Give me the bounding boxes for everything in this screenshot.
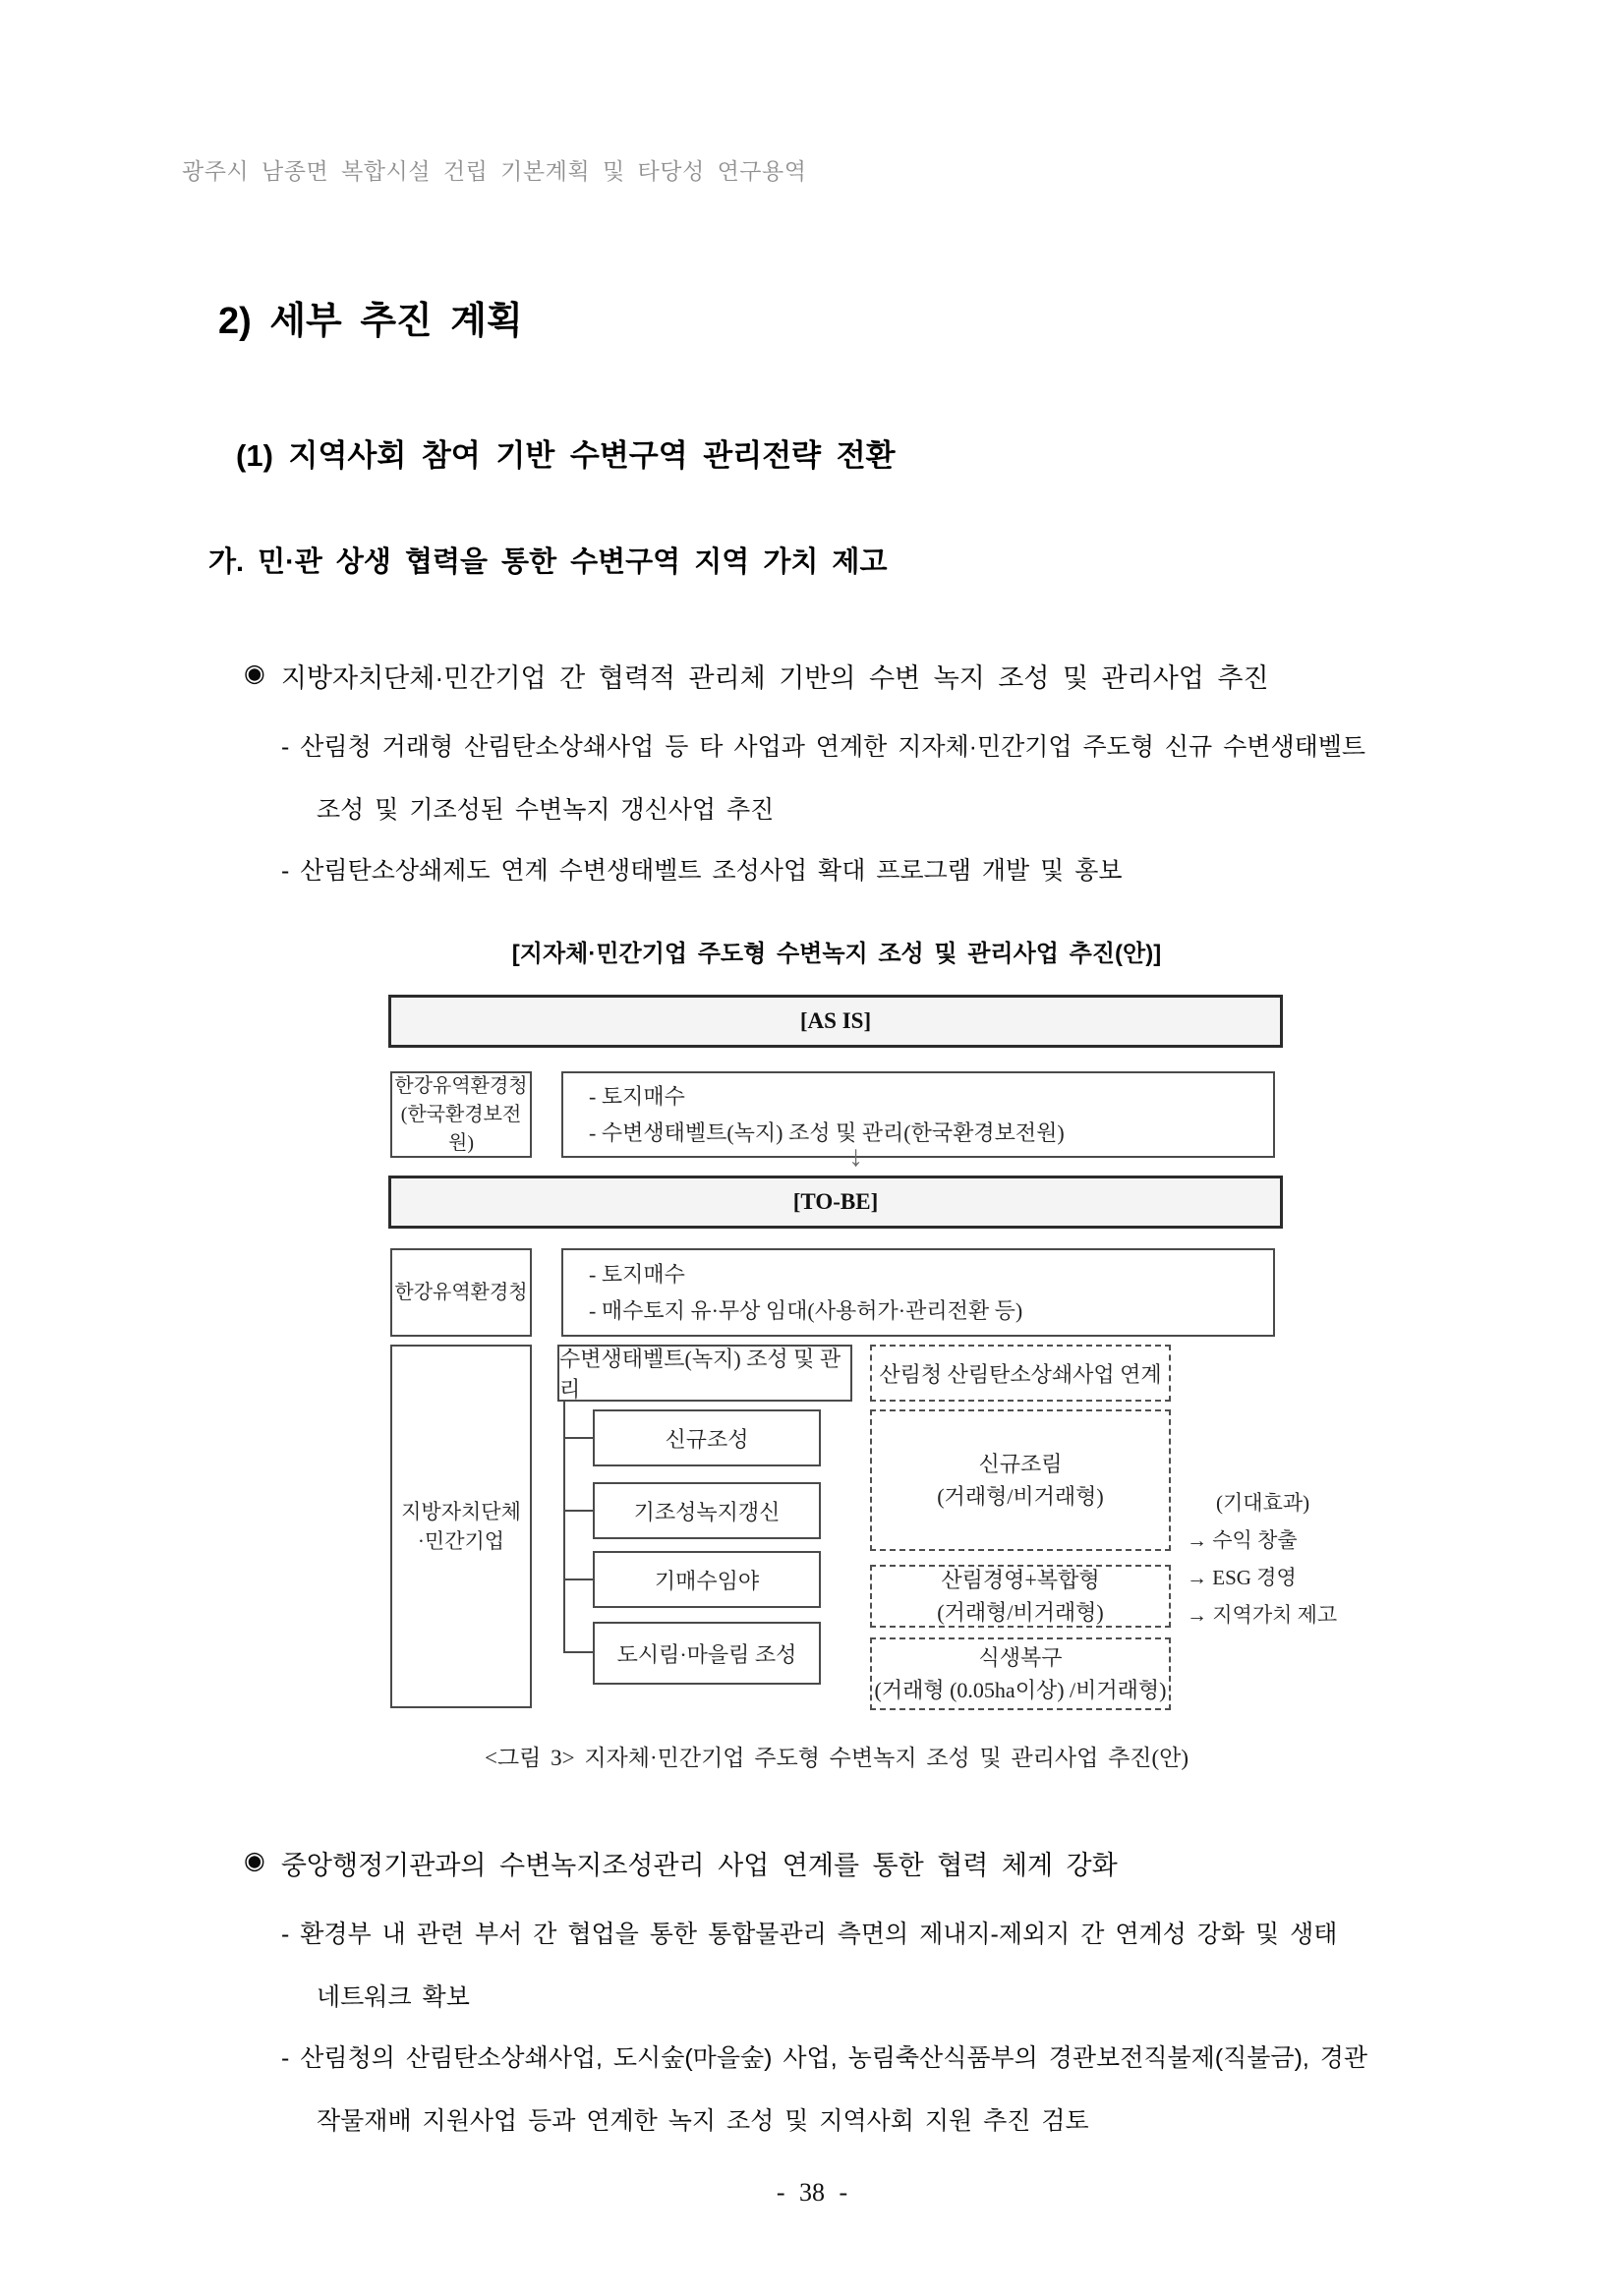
connector-vertical-line [563,1402,565,1652]
forest-management-box [870,1565,1171,1628]
local-gov-line2: ·민간기업 [417,1529,505,1553]
connector-stub-line [563,1578,593,1580]
local-gov-line1: 지방자치단체 [401,1499,521,1523]
section-heading-level3: 가. 민·관 상생 협력을 통한 수변구역 지역 가치 제고 [208,546,888,578]
as-is-content-box [561,1071,1275,1158]
connector-stub-line [563,1437,593,1439]
urban-village-forest-box: 도시림·마을림 조성 [593,1622,821,1685]
sub-bullet-text: - 산림청의 산림탄소상쇄사업, 도시숲(마을숲) 사업, 농림축산식품부의 경관보전직불제(직불금), 경관 [281,2044,1368,2072]
existing-green-renewal-box: 기조성녹지갱신 [593,1482,821,1539]
expected-effect-item: → 수익 창출 [1187,1528,1298,1552]
as-is-item: - 수변생태벨트(녹지) 조성 및 관리(한국환경보전원) [589,1120,1065,1145]
document-header: 광주시 남종면 복합시설 건립 기본계획 및 타당성 연구용역 [182,158,807,184]
transition-arrow-icon: ↓ [848,1140,863,1173]
expected-effects-title: (기대효과) [1216,1491,1310,1515]
local-gov-actor-box [390,1345,532,1708]
connector-stub-line [563,1510,593,1512]
vegetation-restoration-line2: (거래형 (0.05ha이상) /비거래형) [874,1678,1167,1702]
sub-bullet-text-wrap: 네트워크 확보 [317,1983,470,2011]
page-number: - 38 - [776,2178,848,2207]
new-afforestation-line2: (거래형/비거래형) [937,1484,1104,1509]
to-be-bar: [TO-BE] [388,1176,1283,1229]
sub-bullet-text-wrap: 작물재배 지원사업 등과 연계한 녹지 조성 및 지역사회 지원 추진 검토 [317,2107,1089,2135]
forest-management-line1: 산림경영+복합형 [941,1568,1100,1592]
diagram-asis-tobe [388,995,1338,1724]
expected-effect-item: → ESG 경영 [1187,1566,1297,1589]
sub-bullet-text: - 산림탄소상쇄제도 연계 수변생태벨트 조성사업 확대 프로그램 개발 및 홍보 [281,857,1123,885]
vegetation-restoration-box [870,1637,1171,1710]
section-heading-level1: 2) 세부 추진 계획 [218,301,523,342]
as-is-bar: [AS IS] [388,995,1283,1048]
bullet-item-bottom [244,1844,1118,1882]
bullet-text: 지방자치단체·민간기업 간 협력적 관리체 기반의 수변 녹지 조성 및 관리사업 추진 [280,663,1269,693]
figure-caption: <그림 3> 지자체·민간기업 주도형 수변녹지 조성 및 관리사업 추진(안) [484,1746,1189,1770]
forest-carbon-header-box: 산림청 산림탄소상쇄사업 연계 [870,1345,1171,1402]
bullet-marker-icon: ◉ [244,1847,265,1874]
bullet-marker-icon: ◉ [244,660,265,687]
bullet-item-top [244,657,1269,695]
new-afforestation-box [870,1409,1171,1551]
bullet-text: 중앙행정기관과의 수변녹지조성관리 사업 연계를 통한 협력 체계 강화 [280,1851,1118,1880]
as-is-item: - 토지매수 [589,1083,685,1109]
vegetation-restoration-line1: 식생복구 [978,1645,1063,1670]
as-is-actor-box [390,1071,532,1158]
green-belt-header-box: 수변생태벨트(녹지) 조성 및 관리 [557,1345,852,1402]
forest-management-line2: (거래형/비거래형) [937,1600,1104,1625]
to-be-content-box [561,1248,1275,1337]
new-creation-box: 신규조성 [593,1409,821,1466]
expected-effect-item: → 지역가치 제고 [1187,1603,1338,1627]
sub-bullet-text: - 산림청 거래형 산림탄소상쇄사업 등 타 사업과 연계한 지자체·민간기업 주도형 신규 수변생태벨트 [281,733,1366,761]
sub-bullet-text: - 환경부 내 관련 부서 간 협업을 통한 통합물관리 측면의 제내지-제외지 간 연계성 강화 및 생태 [281,1921,1338,1948]
expected-effects [1187,1484,1337,1634]
to-be-actor-box [390,1248,532,1337]
as-is-actor-line2: (한국환경보전원) [400,1103,522,1154]
sub-bullet-text-wrap: 조성 및 기조성된 수변녹지 갱신사업 추진 [317,796,775,824]
as-is-actor-line1: 한강유역환경청 [394,1074,528,1097]
new-afforestation-line1: 신규조림 [978,1452,1063,1476]
to-be-item: - 매수토지 유·무상 임대(사용허가·관리전환 등) [589,1298,1023,1323]
connector-stub-line [563,1651,593,1653]
purchased-forest-box: 기매수임야 [593,1551,821,1608]
diagram-title: [지자체·민간기업 주도형 수변녹지 조성 및 관리사업 추진(안)] [511,941,1162,967]
to-be-actor-line1: 한강유역환경청 [394,1281,528,1303]
section-heading-level2: (1) 지역사회 참여 기반 수변구역 관리전략 전환 [236,438,896,473]
to-be-item: - 토지매수 [589,1261,685,1287]
